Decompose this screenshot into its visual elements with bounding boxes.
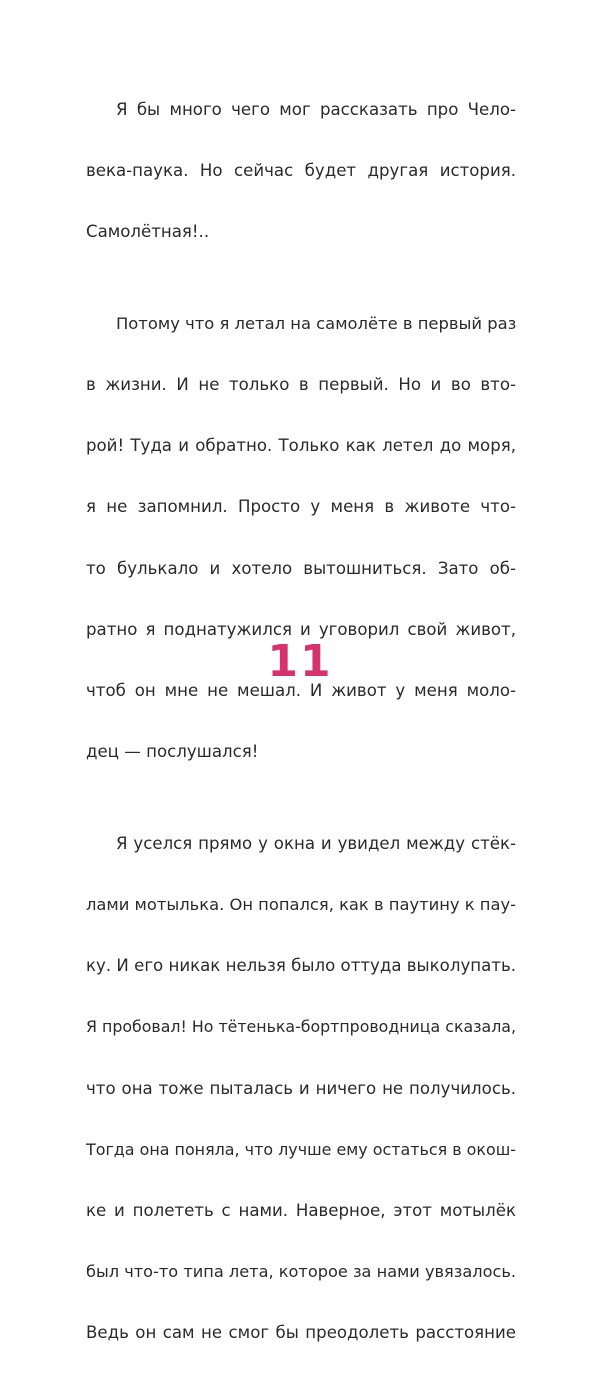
line: то булькало и хотело вытошниться. Зато об- [86, 558, 516, 578]
line: что она тоже пыталась и ничего не получилось. [86, 1078, 516, 1098]
line: чтоб он мне не мешал. И живот у меня моло- [86, 680, 516, 700]
line: ку. И его никак нельзя было оттуда выколупать. [86, 956, 516, 976]
story-text [86, 64, 516, 1380]
line: ратно я поднатужился и уговорил свой живот, [86, 619, 516, 639]
paragraph-3 [86, 798, 516, 1379]
line: Я пробовал! Но тётенька-бортпроводница сказала, [86, 1017, 516, 1037]
line: Самолётная!.. [86, 221, 210, 241]
paragraph-1 [86, 64, 516, 278]
line: ке и полететь с нами. Наверное, этот мотылёк [86, 1200, 516, 1220]
line: лами мотылька. Он попался, как в паутину к пау- [86, 895, 516, 915]
line: Тогда она поняла, что лучше ему остаться в окош- [86, 1139, 517, 1159]
line: рой! Туда и обратно. Только как летел до моря, [86, 436, 516, 456]
line: я не запомнил. Просто у меня в животе что- [86, 497, 516, 517]
line: Я бы много чего мог рассказать про Чело- [116, 99, 516, 119]
line: Потому что я летал на самолёте в первый раз [116, 313, 517, 333]
line: в жизни. И не только в первый. Но и во вто- [86, 374, 516, 394]
line: века-паука. Но сейчас будет другая история. [86, 160, 516, 180]
line: дец — послушался! [86, 742, 259, 762]
line: Я уселся прямо у окна и увидел между стёк- [116, 833, 516, 853]
line: Ведь он сам не смог бы преодолеть расстояние [86, 1323, 516, 1343]
paragraph-2 [86, 278, 516, 798]
page-number: 11 [267, 636, 333, 687]
line: был что-то типа лета, которое за нами увязалось. [86, 1262, 516, 1282]
